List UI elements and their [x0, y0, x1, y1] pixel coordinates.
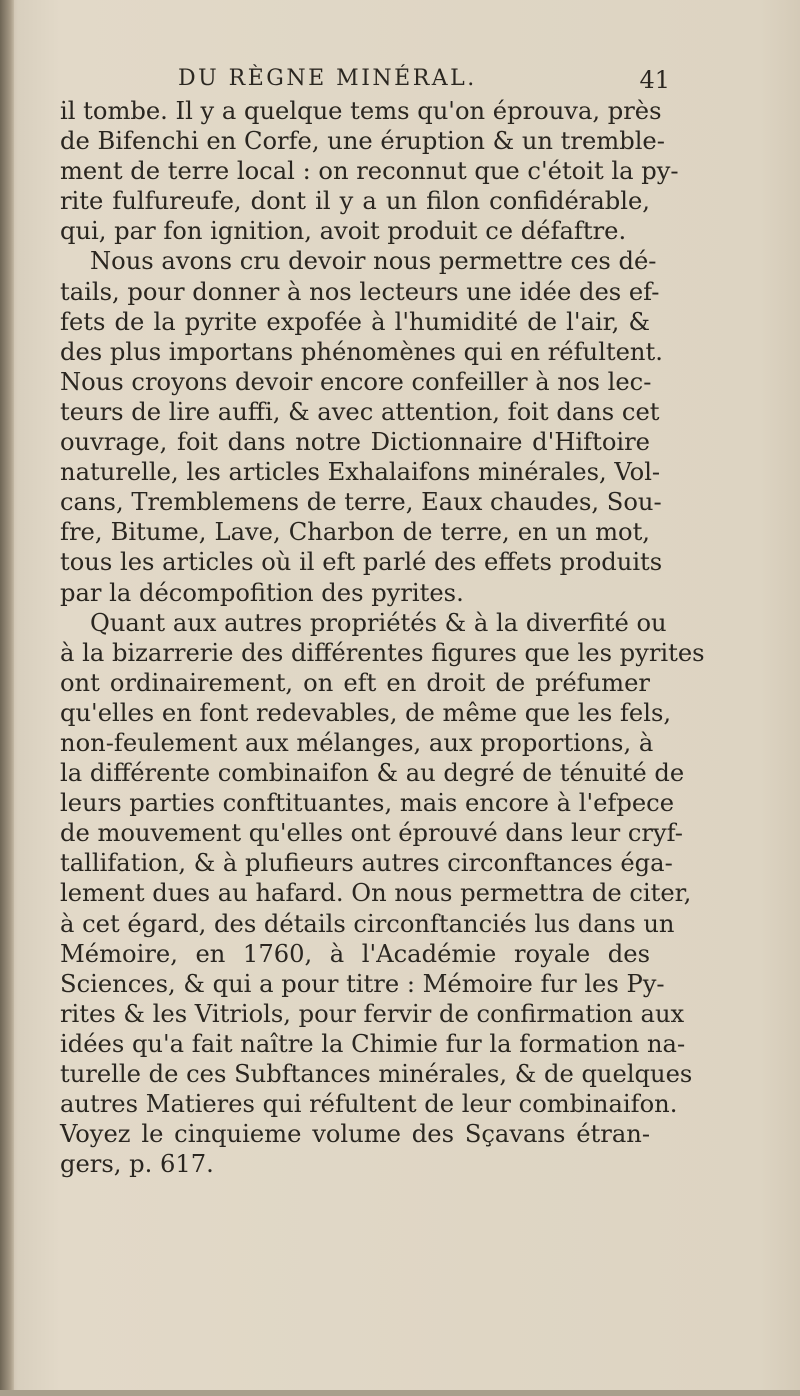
- paragraph-start-line: Quant aux autres propriétés & à la diverfité ou: [90, 608, 667, 637]
- text-line: rites & les Vitriols, pour fervir de confirmation aux: [60, 999, 685, 1028]
- text-line: qui, par fon ignition, avoit produit ce défaftre.: [60, 217, 627, 246]
- text-line: la différente combinaifon & au degré de ténuité de: [60, 759, 685, 788]
- text-line: leurs parties conftituantes, mais encore à l'efpece: [60, 789, 675, 818]
- text-line: rite fulfureufe, dont il y a un filon confidérable,: [60, 187, 650, 216]
- text-line: Nous croyons devoir encore confeiller à nos lec-: [60, 367, 652, 396]
- text-line: de mouvement qu'elles ont éprouvé dans leur cryf-: [60, 819, 683, 848]
- text-line: par la décompofition des pyrites.: [60, 578, 464, 607]
- paragraph-start-line: Nous avons cru devoir nous permettre ces dé-: [90, 247, 657, 276]
- text-line: tails, pour donner à nos lecteurs une idée des ef-: [60, 277, 660, 306]
- body-text: [60, 96, 705, 1179]
- text-line: ouvrage, foit dans notre Dictionnaire d'Hiftoire: [60, 428, 650, 457]
- text-line: gers, p. 617.: [60, 1150, 214, 1179]
- text-line: Mémoire, en 1760, à l'Académie royale des: [60, 939, 650, 968]
- text-line: non-feulement aux mélanges, aux proportions, à: [60, 728, 654, 757]
- page-header: [60, 66, 670, 98]
- text-line: tallifation, & à plufieurs autres circonftances éga-: [60, 849, 673, 878]
- text-line: Sciences, & qui a pour titre : Mémoire fur les Py-: [60, 969, 665, 998]
- text-line: idées qu'a fait naître la Chimie fur la formation na-: [60, 1029, 686, 1058]
- text-line: naturelle, les articles Exhalaifons minérales, Vol-: [60, 458, 661, 487]
- text-line: il tombe. Il y a quelque tems qu'on éprouva, près: [60, 97, 662, 125]
- text-line: qu'elles en font redevables, de même que les fels,: [60, 698, 672, 727]
- text-line: tous les articles où il eft parlé des effets produits: [60, 548, 663, 577]
- page-gutter: [0, 0, 14, 1396]
- text-line: ont ordinairement, on eft en droit de préfumer: [60, 668, 650, 697]
- text-line: autres Matieres qui réfultent de leur combinaifon.: [60, 1090, 678, 1119]
- page-number: 41: [639, 66, 670, 94]
- text-line: fets de la pyrite expofée à l'humidité de l'air, &: [60, 307, 650, 336]
- running-head: DU RÈGNE MINÉRAL.: [178, 66, 477, 91]
- text-line: fre, Bitume, Lave, Charbon de terre, en un mot,: [60, 518, 650, 547]
- text-line: lement dues au hafard. On nous permettra de citer,: [60, 879, 692, 908]
- text-line: turelle de ces Subftances minérales, & de quelques: [60, 1060, 693, 1088]
- text-line: de Bifenchi en Corfe, une éruption & un tremble-: [60, 127, 665, 156]
- text-line: à la bizarrerie des différentes figures que les pyrites: [60, 638, 705, 667]
- text-line: ment de terre local : on reconnut que c'étoit la py-: [60, 157, 679, 186]
- text-line: à cet égard, des détails circonftanciés lus dans un: [60, 909, 675, 938]
- text-line: Voyez le cinquieme volume des Sçavans étran-: [60, 1120, 650, 1149]
- text-line: des plus importans phénomènes qui en réfultent.: [60, 337, 663, 366]
- text-line: teurs de lire auffi, & avec attention, foit dans cet: [60, 397, 660, 426]
- page-bottom-edge: [0, 1390, 800, 1396]
- text-line: cans, Tremblemens de terre, Eaux chaudes, Sou-: [60, 488, 662, 517]
